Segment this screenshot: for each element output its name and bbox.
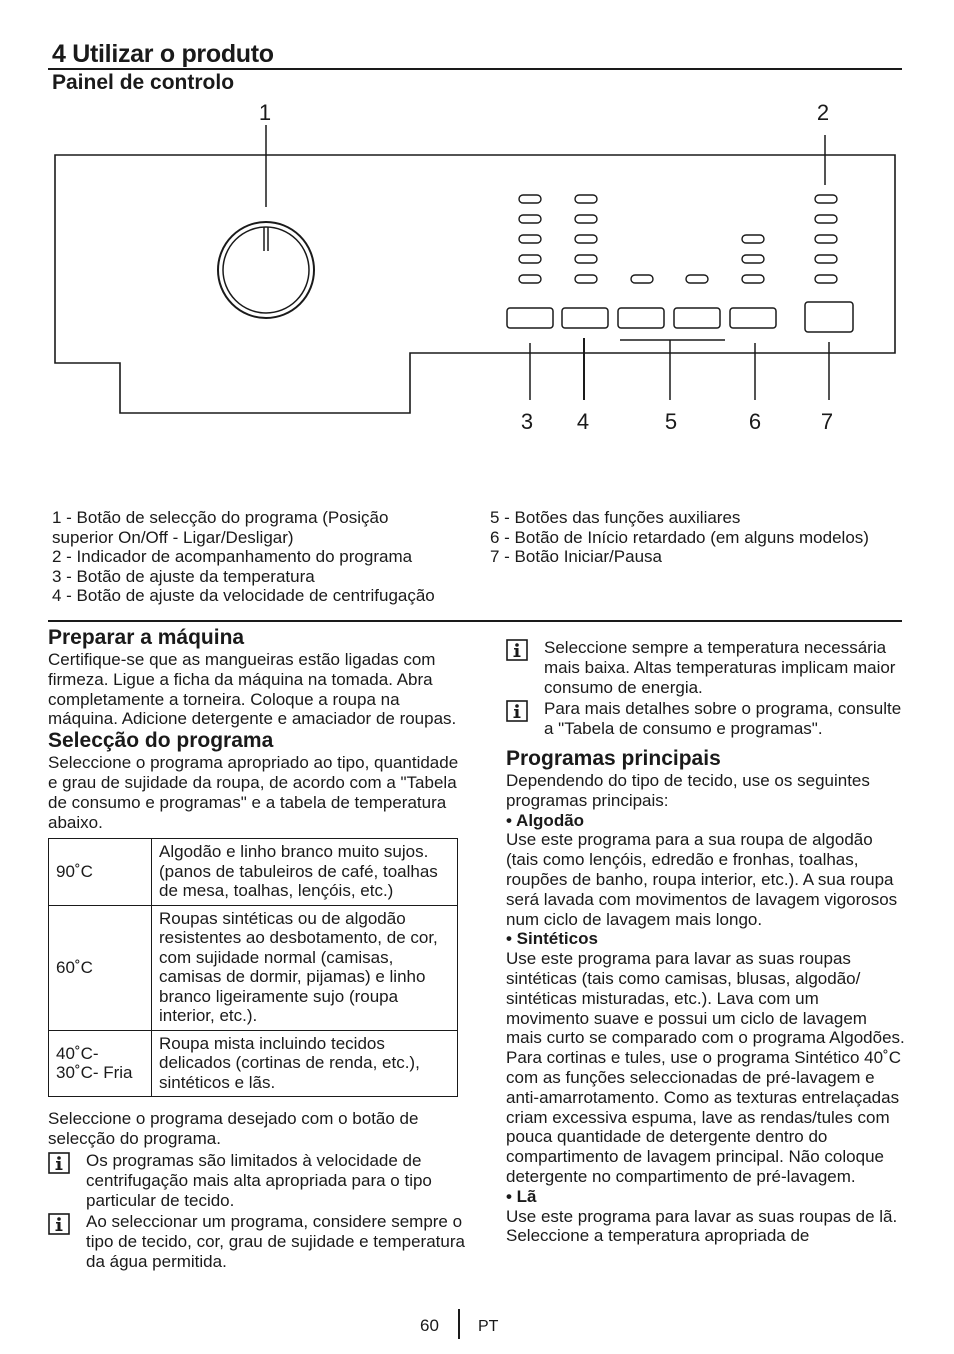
right-column xyxy=(506,636,906,1246)
table-row xyxy=(49,1030,458,1097)
callout-2: 2 xyxy=(816,100,830,125)
callout-6: 6 xyxy=(748,409,762,434)
temperature-table xyxy=(48,838,458,1097)
info-icon xyxy=(48,1152,70,1174)
panel-buttons xyxy=(507,302,853,332)
callout-1: 1 xyxy=(258,100,272,125)
wool-text: Use este programa para lavar as suas roupas de lã. Seleccione a temperatura apropriada de xyxy=(506,1206,898,1246)
temp-cell: 40˚C- 30˚C- Fria xyxy=(49,1030,152,1097)
select-heading: Selecção do programa xyxy=(48,729,274,753)
left-column xyxy=(48,626,468,1272)
synthetic-text: Use este programa para lavar as suas roupas sintéticas (tais como camisas, blusas, algodão/ sintéticas misturadas, etc.). Lava com um movimento suave e possui um ciclo de lavagem mais curto se comparado com o programa Algodões. xyxy=(506,949,905,1048)
after-table-text: Seleccione o programa desejado com o botão de selecção do programa. xyxy=(48,1109,419,1149)
footer-separator xyxy=(458,1309,460,1339)
info-note xyxy=(48,1212,468,1271)
desc-cell: Algodão e linho branco muito sujos. (panos de tabuleiros de café, toalhas de mesa, toalhas, lençóis, etc.) xyxy=(152,839,458,906)
prep-heading: Preparar a máquina xyxy=(48,626,245,649)
chapter-rule xyxy=(48,68,902,70)
info-icon xyxy=(506,639,528,661)
cotton-heading: • Algodão xyxy=(506,810,585,830)
cotton-text: Use este programa para a sua roupa de algodão (tais como lençóis, edredão e fronhas, toalhas, roupões de banho, roupa interior, etc.). A sua roupa será lavada com movimentos de lavagem vigorosos num ciclo de lavagem mais longo. xyxy=(506,830,898,929)
info-icon xyxy=(48,1213,70,1235)
legend-item: 2 - Indicador de acompanhamento do programa xyxy=(52,547,413,566)
info-note xyxy=(506,699,906,739)
legend-right xyxy=(490,508,900,567)
synthetic-text-2: Para cortinas e tules, use o programa Sintético 40˚C com as funções seleccionadas de pré-lavagem e anti-amarrotamento. Como as texturas entrelaçadas criam excessiva espuma, lave as rendas/tules com pouca quantidade de detergente dentro do compartimento de lavagem principal. Não coloque detergente no compartimento de pré-lavagem. xyxy=(506,1048,901,1186)
section-divider xyxy=(48,620,902,622)
section-title: Painel de controlo xyxy=(52,71,235,94)
synthetic-heading: • Sintéticos xyxy=(506,929,598,949)
table-row xyxy=(49,905,458,1030)
info-text: Os programas são limitados à velocidade de centrifugação mais alta apropriada para o tipo particular de tecido. xyxy=(86,1150,432,1210)
info-text: Ao seleccionar um programa, considere sempre o tipo de tecido, cor, grau de sujidade e temperatura da água permitida. xyxy=(86,1212,465,1271)
prep-text: Certifique-se que as mangueiras estão ligadas com firmeza. Ligue a ficha da máquina na tomada. Abra completamente a torneira. Coloque a roupa na máquina. Adicione detergente e amaciador de roupas. xyxy=(48,650,457,729)
temp-cell: 60˚C xyxy=(49,905,152,1030)
wool-heading: • Lã xyxy=(506,1186,537,1206)
temp-cell: 90˚C xyxy=(49,839,152,906)
legend-item: 1 - Botão de selecção do programa (Posição xyxy=(52,508,389,527)
legend-item: 6 - Botão de Início retardado (em alguns modelos) xyxy=(490,527,869,547)
info-icon xyxy=(506,700,528,722)
legend-item: 7 - Botão Iniciar/Pausa xyxy=(490,547,662,566)
led-indicators xyxy=(519,195,837,283)
legend-left xyxy=(52,508,472,606)
control-panel-diagram xyxy=(40,95,910,455)
programs-intro: Dependendo do tipo de tecido, use os seguintes programas principais: xyxy=(506,770,870,810)
chapter-title: 4 Utilizar o produto xyxy=(52,40,274,68)
info-text: Seleccione sempre a temperatura necessária mais baixa. Altas temperaturas implicam maior consumo de energia. xyxy=(544,638,896,697)
info-text: Para mais detalhes sobre o programa, consulte a "Tabela de consumo e programas". xyxy=(544,699,902,739)
info-note xyxy=(48,1151,468,1210)
legend-item: 3 - Botão de ajuste da temperatura xyxy=(52,566,315,586)
desc-cell: Roupas sintéticas ou de algodão resistentes ao desbotamento, de cor, com sujidade normal (camisas, camisas de dormir, pijamas) e linho branco ligeiramente sujo (roupa interior, etc.). xyxy=(152,905,458,1030)
program-dial xyxy=(218,222,314,318)
legend-item: 5 - Botões das funções auxiliares xyxy=(490,508,741,527)
callout-4: 4 xyxy=(576,409,590,434)
main-programs-heading: Programas principais xyxy=(506,746,721,770)
desc-cell: Roupa mista incluindo tecidos delicados (cortinas de renda, etc.), sintéticos e lãs. xyxy=(152,1030,458,1097)
callout-5: 5 xyxy=(664,409,678,434)
info-note xyxy=(506,638,906,697)
callout-3: 3 xyxy=(520,409,534,434)
legend-item: 4 - Botão de ajuste da velocidade de centrifugação xyxy=(52,586,435,605)
language-code: PT xyxy=(478,1318,499,1335)
legend-item: superior On/Off - Ligar/Desligar) xyxy=(52,527,294,547)
page-number: 60 xyxy=(420,1316,439,1335)
select-text: Seleccione o programa apropriado ao tipo, quantidade e grau de sujidade da roupa, de acordo com a "Tabela de consumo e programas" e a tabela de temperatura abaixo. xyxy=(48,753,459,832)
table-row xyxy=(49,839,458,906)
panel-outline xyxy=(55,155,895,413)
callout-7: 7 xyxy=(820,409,834,434)
